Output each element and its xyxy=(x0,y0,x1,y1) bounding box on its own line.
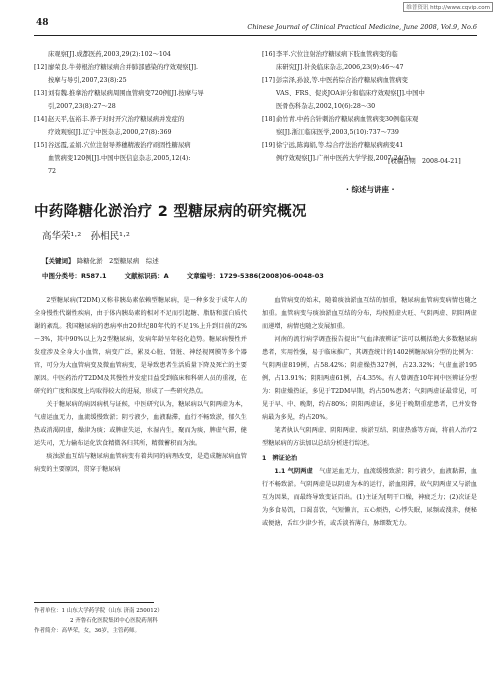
received-date: [收稿日期 2008-04-21] xyxy=(388,158,461,165)
reference-text: 俞竹青.中药合针刺治疗糖尿病血管病变30例临床观 xyxy=(276,116,419,123)
reference-text: 例疗效观察[J].广州中医药大学学报,2007,24(5) xyxy=(276,155,411,162)
reference-text: 床研究[J].针灸临床杂志,2006,23(9):46～47 xyxy=(276,64,404,71)
reference-number: [15] xyxy=(34,142,47,149)
reference-number xyxy=(262,152,276,165)
reference-line xyxy=(34,139,250,152)
reference-line xyxy=(262,100,477,113)
paragraph: 关于糖尿病的病因病机与证候，中医研究认为，糖尿病以气阴两虚为本，气虚运血无力，血流缓慢致淤；阴亏液少，血液黏滞，血行不畅致淤，郁久生热或消渴阴虚，燥津为痰；或脾虚失运，水湿内生，聚而为痰，脾虚气滞，健运失司，无力输布运化饮食精微各归其所，精微蓄积而为浊。 xyxy=(34,401,247,447)
reference-text: 赵天平,伍裕丰.养子对时开穴治疗糖尿病并发症的 xyxy=(48,116,185,123)
doc-code-value: A xyxy=(163,272,169,280)
paragraph: 血管病变的始末，随着痰浊淤血互结的加重，糖尿病血管病变病情也随之加重。血管病变与痰浊淤血互结的分布，均按照虚火旺、气阴两虚、阴阳两虚而递增，病情也随之发展加重。 xyxy=(262,297,477,330)
article-no-value: 1729-5386(2008)06-0048-03 xyxy=(219,272,324,280)
reference-line xyxy=(262,74,477,87)
reference-number xyxy=(34,48,48,61)
article-no-label: 文章编号： xyxy=(186,272,220,280)
reference-text: 按摩与导引,2007,23(8):25 xyxy=(48,77,127,84)
reference-text: 谷远霞,孟娟.穴位注射导养穗精液治疗顽固性糖尿病 xyxy=(48,142,191,149)
reference-line xyxy=(262,113,477,126)
paragraph: 2型糖尿病(T2DM)又称非胰岛素依赖型糖尿病，是一种多发于成年人的全身慢性代谢性疾病，由于体内胰岛素的相对不足而引起糖、脂肪和蛋白质代谢的紊乱。我国糖尿病的患病率由20世纪80年代的不足1%上升到目前的2%～3%，其中90%以上为2型糖尿病，发病年龄呈年轻化趋势。糖尿病慢性并发症涉及全身大小血管，病变广泛，累及心脏、肾脏、神经视网膜等多个器官，可分为大血管病变及微血管病变，是导致患者生活质量下降及死亡的主要原因。中医药治疗T2DM及其慢性并发症目益受到临床和科研人员的重视，在研究的广度和深度上均取得较大的进展，形成了一些研究热点。 xyxy=(34,297,247,395)
reference-text: 床观察[J].成都医药,2003,29(2):102～104 xyxy=(48,51,171,58)
reference-number: [13] xyxy=(34,90,47,97)
reference-line xyxy=(34,74,250,87)
left-column xyxy=(34,294,247,476)
reference-number xyxy=(34,100,48,113)
classification-line xyxy=(42,271,324,280)
reference-text: 李平.穴位注射治疗糖尿病下肢血管病变的临 xyxy=(276,51,398,58)
reference-number: [18] xyxy=(262,116,275,123)
footnote-author-bio: 作者简介：高华荣，女，36岁，主管药师。 xyxy=(34,628,140,634)
reference-number: [19] xyxy=(262,142,275,149)
reference-line xyxy=(34,126,250,139)
page-number: 48 xyxy=(36,18,49,28)
paragraph: 河南的流行病学调查报告提出“气血津液辨证”法可以概括绝大多数糖尿病患者，实用性强，易于临床推广，其调查统计的1402例糖尿病分型的比例为：气阴两虚819例，占58.42%；阴虚燥热327例，占23.32%；气虚血淤195例，占13.91%；阴阳两虚61例，占4.35%。有人曾调查10年间中医辨证分型为：阴虚燥热证，多见于T2DM早期，约占50%患者；气阴两虚证最常见，可见于早、中、晚期，约占80%；阴阳两虚证，多见于晚期重症患者，已并发脊病最为多见，约占20%。 xyxy=(262,336,477,421)
reference-text: 廖荣良.牛蒡根治疗糖尿病合并肺部感染的疗效观察[J]. xyxy=(48,64,198,71)
reference-line xyxy=(262,126,477,139)
reference-text: 疗效观察[J].辽宁中医杂志,2000,27(8):369 xyxy=(48,129,172,136)
references-right xyxy=(262,48,477,165)
footnotes xyxy=(34,606,247,636)
reference-text: VAS、FRS、促炎JOA评分和临床疗效观察[J].中国中 xyxy=(276,90,425,97)
footnote-rule xyxy=(34,602,154,603)
reference-number xyxy=(34,165,48,178)
reference-number: [17] xyxy=(262,77,275,84)
reference-number: [14] xyxy=(34,116,47,123)
reference-number xyxy=(262,61,276,74)
references-left xyxy=(34,48,250,178)
header-rule xyxy=(34,35,477,36)
reference-line xyxy=(34,113,250,126)
article-title: 中药降糖化淤治疗 2 型糖尿病的研究概况 xyxy=(34,204,307,220)
right-column xyxy=(262,294,477,530)
keywords-text: 降糖化淤 2型糖尿病 综述 xyxy=(76,257,159,265)
reference-line xyxy=(34,152,250,165)
watermark: 维普资讯 http://www.cqvip.com xyxy=(403,2,493,12)
reference-number: [16] xyxy=(262,51,275,58)
column-label: · 综述与讲座 · xyxy=(346,185,395,194)
reference-line xyxy=(262,61,477,74)
subsection-text: 气虚运血无力，血流缓慢致淤；阴亏液少，血液黏滞，血行不畅致淤。气阴两虚是以阴虚为本的运行，淤血阻滞，故气阴两虚又与淤血互为因果，而最终导致变证百出。(1)主证为[明干口燥，神疲乏力；(2)次证是为多食易饥，口渴喜饮，气短懒言，五心烦热，心悸失眠，尿频或溲赤，便秘或便溏，舌红少津少苔，或舌淡苔薄白，脉细数无力。 xyxy=(262,468,478,527)
reference-number xyxy=(262,100,276,113)
reference-line xyxy=(262,87,477,100)
reference-line xyxy=(34,165,250,178)
keywords-label: 【关键词】 xyxy=(42,257,75,265)
reference-line xyxy=(34,61,250,74)
clc-label: 中图分类号： xyxy=(42,272,81,280)
reference-text: 徐宁远,陈海娟,等.综合疗法治疗糖尿病病变41 xyxy=(276,142,404,149)
clc-value: R587.1 xyxy=(81,272,107,280)
subsection-label: 1.1 气阴两虚 xyxy=(274,468,313,475)
reference-number xyxy=(34,126,48,139)
authors: 高华荣¹·² 孙相民¹·² xyxy=(42,231,130,242)
reference-line xyxy=(34,100,250,113)
reference-number: [12] xyxy=(34,64,47,71)
reference-line xyxy=(34,48,250,61)
reference-number xyxy=(262,87,276,100)
reference-number xyxy=(34,74,48,87)
doc-code-label: 文献标识码： xyxy=(124,272,164,280)
reference-text: 72 xyxy=(48,168,57,175)
reference-line xyxy=(34,87,250,100)
reference-text: 引,2007,23(8):27～28 xyxy=(48,103,116,110)
keywords xyxy=(42,256,159,265)
section-heading: 1 辨证论治 xyxy=(262,455,298,462)
paragraph: 痰浊淤血互结与糖尿病血管病变有着共同的病理改变，是造成糖尿病血管病变的主要原因，贯穿于糖尿病 xyxy=(34,453,247,473)
reference-text: 彭宗泽,孙波,等.中医药综合治疗糖尿病血管病变 xyxy=(276,77,408,84)
reference-line xyxy=(262,139,477,152)
reference-text: 医骨伤科杂志,2002,10(6):28～30 xyxy=(276,103,376,110)
paragraph: 笔者执认气阴两虚、阴阳两虚、痰淤互结、阴虚热盛等方面，将前人治疗2型糖尿病的方法加以总结分析进行综述。 xyxy=(262,427,477,447)
footnote-affiliation: 作者单位：1 山东大学药学院（山东 济南 250012） xyxy=(34,608,163,614)
reference-text: 血管病变120例[J].中国中医信息杂志,2005,12(4): xyxy=(48,155,191,162)
footnote-affiliation-2: 2 齐鲁石化医院集团中心医院药剂科 xyxy=(70,618,158,624)
reference-number xyxy=(34,152,48,165)
journal-header: Chinese Journal of Clinical Practical Medicine, June 2008, Vol.9, No.6 xyxy=(247,23,477,31)
reference-line xyxy=(262,48,477,61)
reference-number xyxy=(262,126,276,139)
reference-text: 察[J].浙江临床医学,2003,5(10):737～739 xyxy=(276,129,399,136)
reference-text: 刘有魏.推拿治疗糖尿病周围血管病变720例[J].按摩与导 xyxy=(48,90,204,97)
